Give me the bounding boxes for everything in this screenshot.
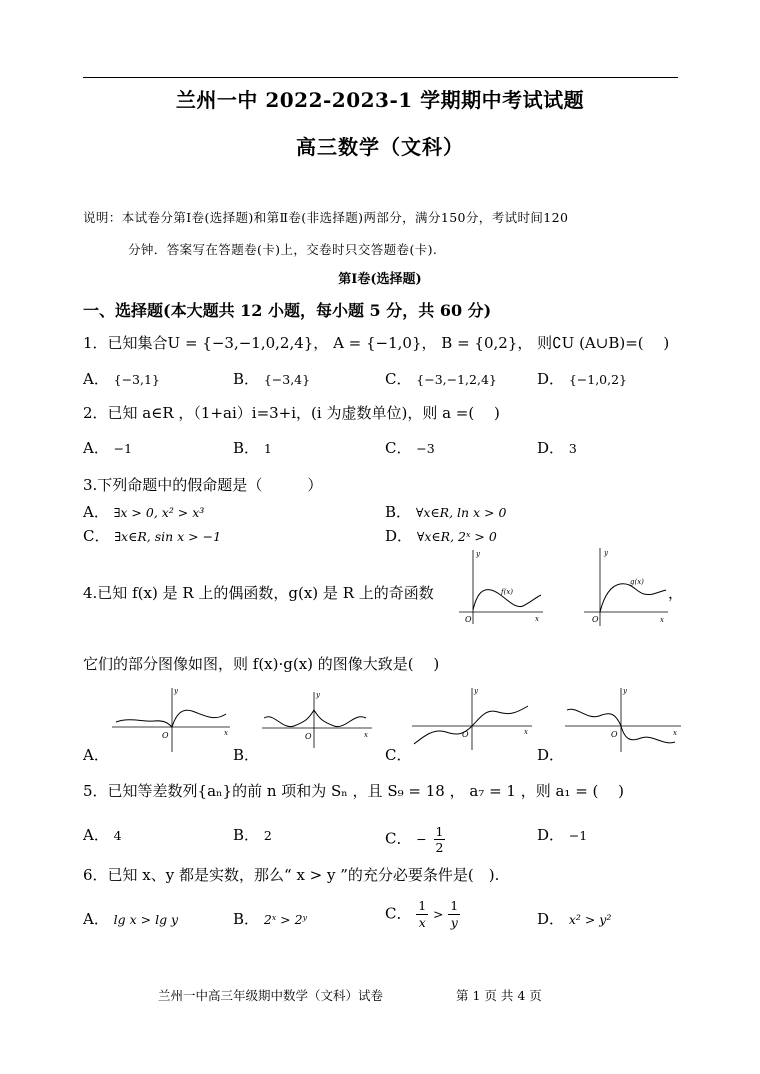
q4-option-c-graph [410,686,535,752]
q6-option-d: D． x² > y² [537,910,612,928]
footer-title: 兰州一中高三年级期中数学（文科）试卷 [158,988,384,1003]
f-graph-y-label: y [476,550,480,558]
q4-option-a-label: A． [83,746,109,764]
svg-text:y: y [316,691,320,699]
q4-option-b-label: B． [233,746,260,764]
q3-option-a: A． ∃x > 0, x² > x³ [83,503,205,521]
section-heading: 一、选择题(本大题共 12 小题，每小题 5 分，共 60 分) [83,301,492,320]
f-graph [455,548,545,628]
f-graph-x-label: x [535,615,539,623]
svg-text:O: O [462,730,469,739]
q2-option-a: A． −1 [83,439,133,457]
q2-option-b: B． 1 [233,439,272,457]
q1-option-d: D． {−1,0,2} [537,370,627,388]
g-graph-y-label: y [604,549,608,557]
q4-option-a-graph [110,686,235,756]
header-rule [83,77,678,78]
svg-text:y: y [174,687,178,695]
q1-option-b: B． {−3,4} [233,370,311,388]
exam-subtitle: 高三数学（文科） [296,135,464,159]
q4-option-d-graph [563,686,685,756]
q6-option-c: C． $\frac{1}{x}$ > $\frac{1}{y}$ [385,898,459,930]
g-graph-origin: O [592,615,599,624]
question-6-stem: 6．已知 x、y 都是实数，那么“ x > y ”的充分必要条件是( ). [83,866,500,884]
exam-title: 兰州一中 2022-2023-1 学期期中考试试题 [175,88,585,112]
instructions-line-2: 分钟．答案写在答题卷(卡)上，交卷时只交答题卷(卡). [128,242,438,257]
svg-text:O: O [162,731,169,740]
instructions-line-1: 说明：本试卷分第Ⅰ卷(选择题)和第Ⅱ卷(非选择题)两部分，满分150分，考试时间120 [83,210,569,225]
question-5-stem: 5．已知等差数列{aₙ}的前 n 项和为 Sₙ ，且 S₉ = 18 ， a₇ = 1 ，则 a₁ = ( ) [83,782,625,800]
g-curve-label: g(x) [630,578,644,586]
svg-text:x: x [524,728,528,736]
q3-option-b: B． ∀x∈R, ln x > 0 [385,503,507,521]
question-3-stem: 3.下列命题中的假命题是（ ） [83,476,323,494]
q1-option-a: A． {−3,1} [83,370,160,388]
footer-page-number: 第 1 页 共 4 页 [456,988,542,1003]
svg-text:O: O [611,730,618,739]
q6-option-b: B． 2ˣ > 2ʸ [233,910,308,928]
svg-text:y: y [474,687,478,695]
q6-option-a: A． lg x > lg y [83,910,179,928]
f-graph-origin: O [465,615,472,624]
f-curve-label: f(x) [501,588,514,596]
svg-text:x: x [364,731,368,739]
q4-option-c-label: C． [385,746,412,764]
question-4-stem-end: ， [668,584,684,602]
section-title: 第Ⅰ卷(选择题) [338,272,422,287]
q4-option-b-graph [260,690,375,752]
q5-option-a: A． 4 [83,826,122,844]
q5-option-d: D． −1 [537,826,588,844]
q3-option-c: C． ∃x∈R, sin x > −1 [83,527,222,545]
question-2-stem: 2．已知 a∈R ，（1+ai）i=3+i，(i 为虚数单位)，则 a =( ) [83,404,500,422]
g-graph [580,546,670,628]
q3-option-d: D． ∀x∈R, 2ˣ > 0 [385,527,497,545]
question-1-stem: 1．已知集合U = {−3,−1,0,2,4}， A = {−1,0}， B = {0,2}， 则∁U (A∪B)=( ) [83,334,670,352]
q1-option-c: C． {−3,−1,2,4} [385,370,497,388]
question-4-stem: 4.已知 f(x) 是 R 上的偶函数，g(x) 是 R 上的奇函数 [83,584,434,602]
q2-option-d: D． 3 [537,439,577,457]
q2-option-c: C． −3 [385,439,435,457]
g-graph-x-label: x [660,616,664,624]
svg-text:x: x [224,729,228,737]
g-curve [600,584,666,612]
svg-text:x: x [673,729,677,737]
q4-option-d-label: D． [537,746,565,764]
question-4-stem-2: 它们的部分图像如图，则 f(x)·g(x) 的图像大致是( ) [83,655,440,673]
q5-option-c: C． − $\frac{1}{2}$ [385,824,444,855]
svg-text:O: O [305,732,312,741]
svg-text:y: y [623,687,627,695]
q5-option-b: B． 2 [233,826,272,844]
